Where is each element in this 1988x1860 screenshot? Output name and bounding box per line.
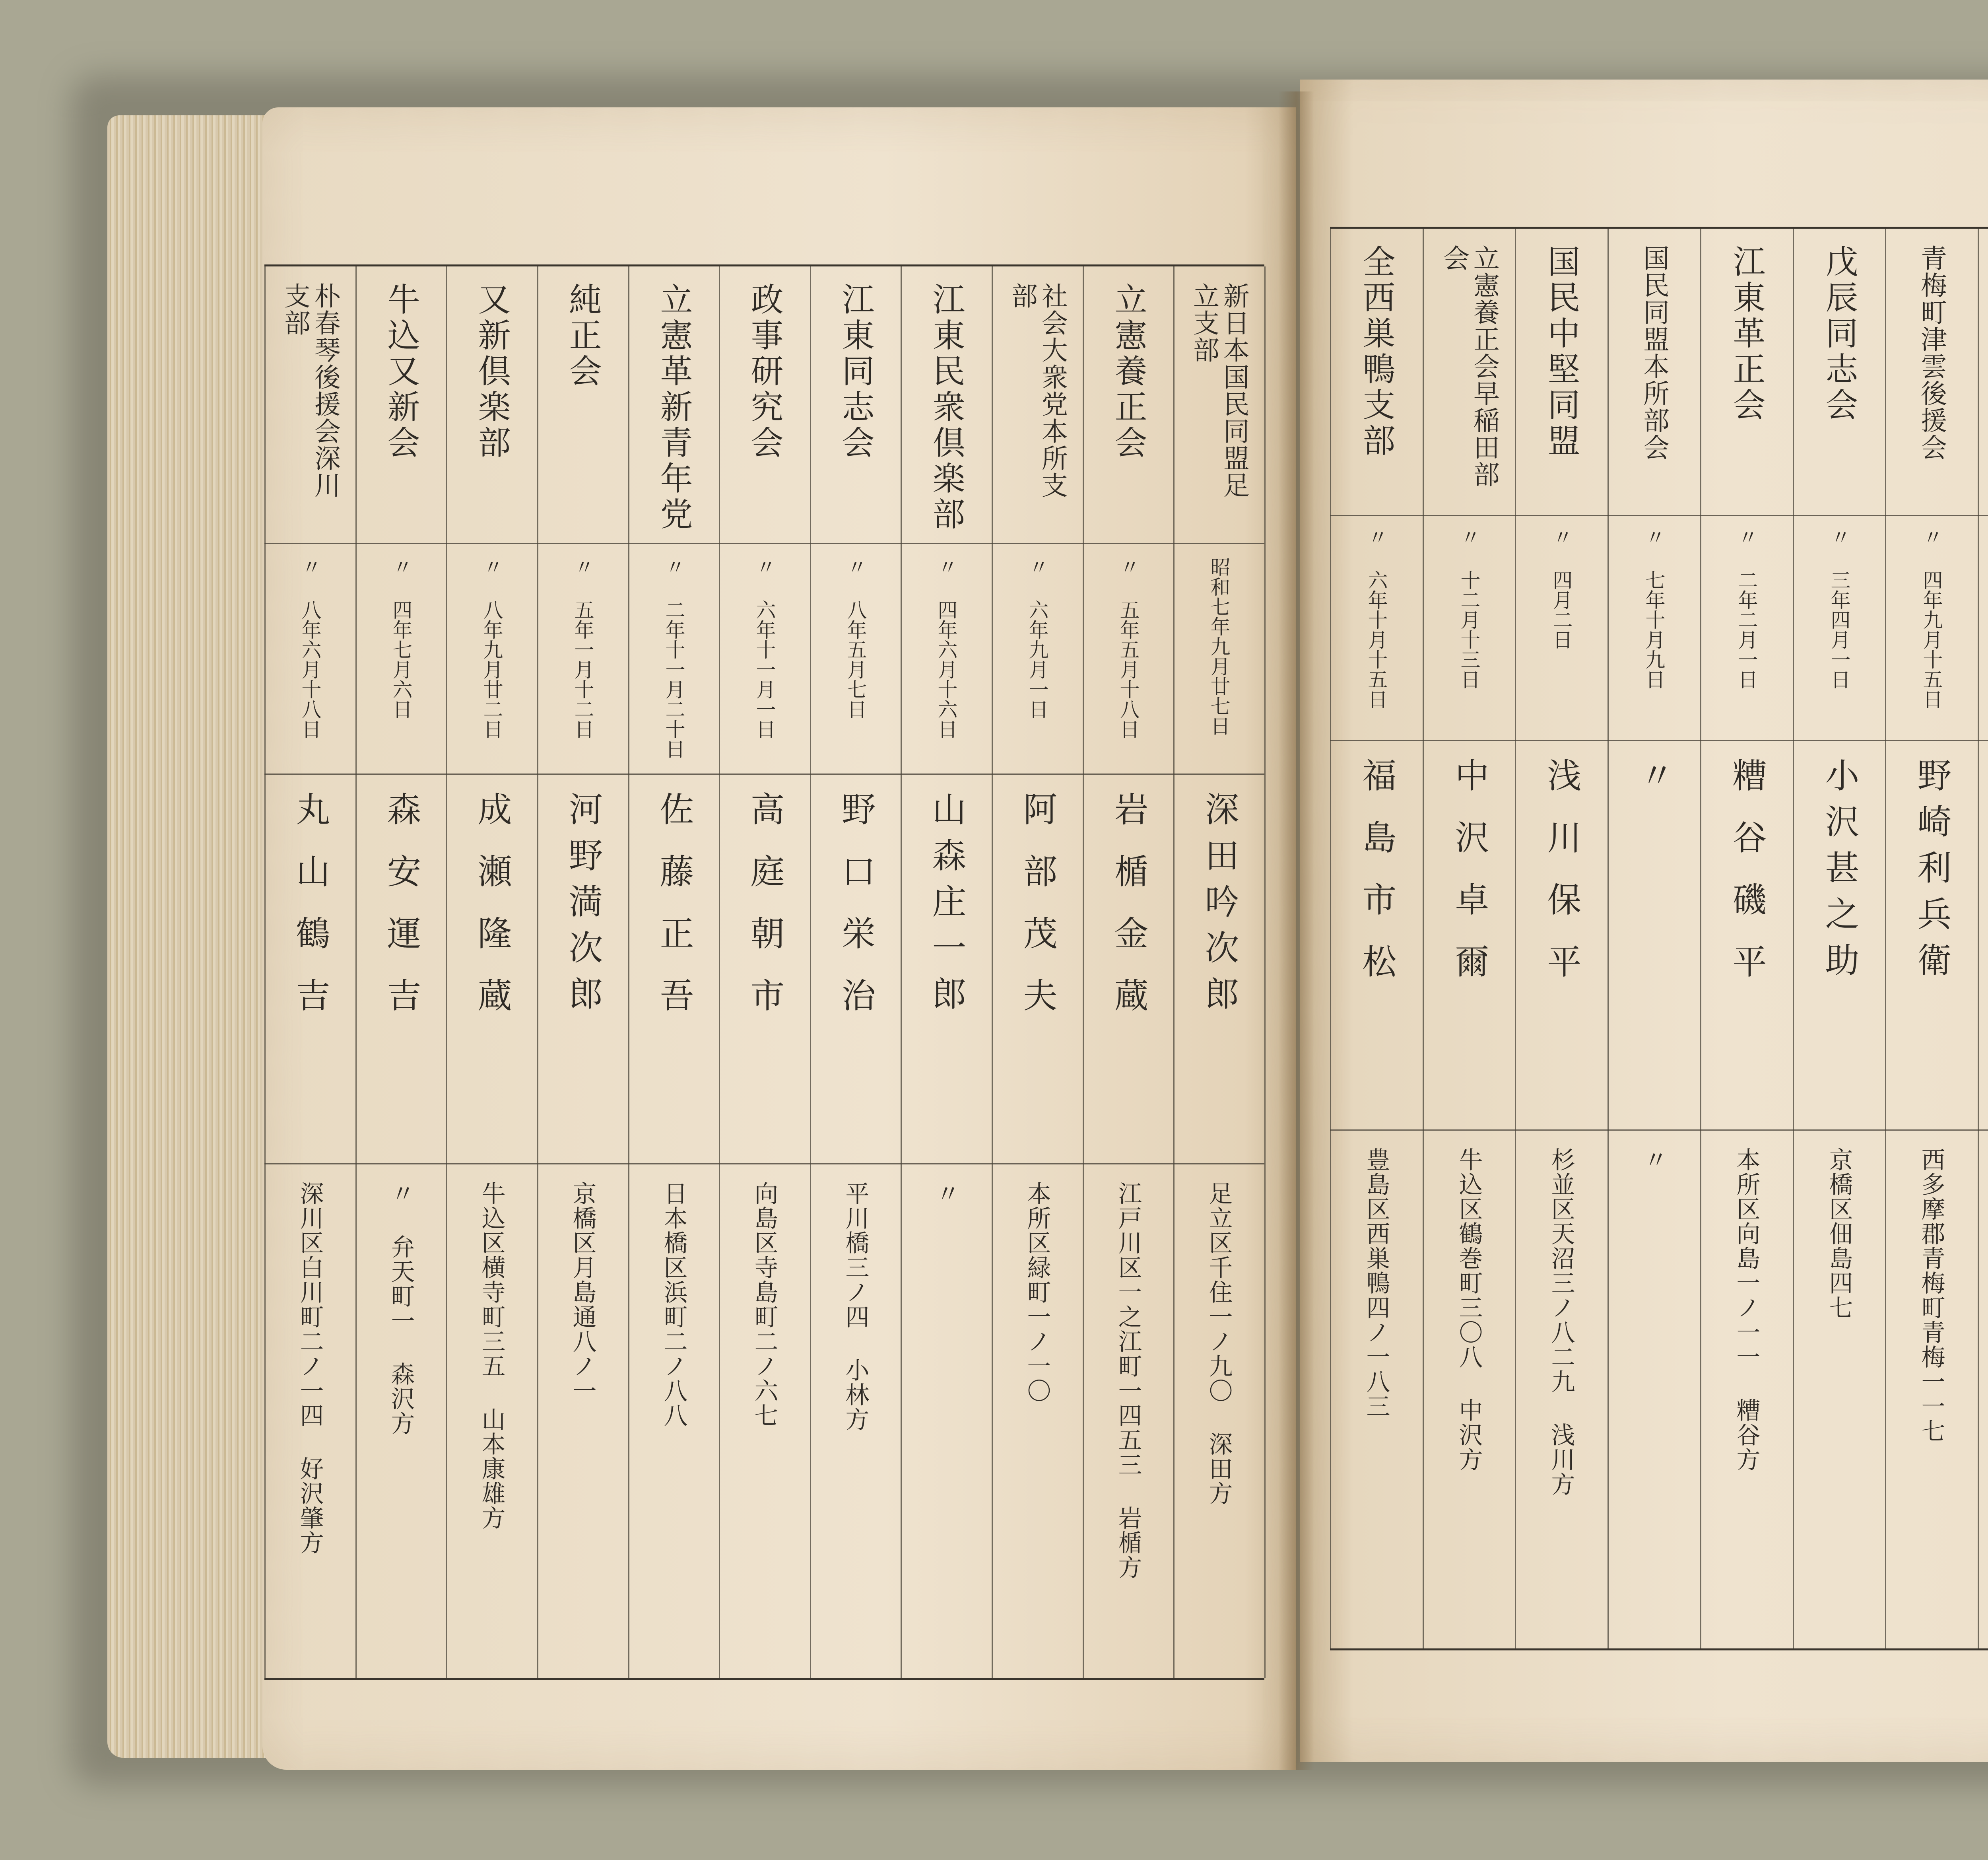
organization-name: 江東革正会	[1723, 245, 1770, 513]
founding-date: 〃 五年一月十二日	[569, 557, 597, 772]
office-address: 本所区緑町一ノ一〇	[1020, 1181, 1054, 1666]
representative-name: 浅川保平	[1537, 758, 1586, 1127]
representative-name: 深田吟次郎	[1194, 791, 1244, 1161]
founding-date: 〃 二年二月一日	[1732, 527, 1761, 738]
organization-name: 国民同盟本所部会	[1639, 245, 1669, 497]
office-address: 平川橋三ノ四 小林方	[839, 1181, 873, 1666]
office-address: 日本橋区浜町二ノ八八	[657, 1181, 691, 1666]
founding-date: 〃 四年六月十六日	[932, 557, 961, 772]
office-address: 西多摩郡青梅町青梅一一七	[1914, 1147, 1949, 1636]
founding-date: 〃 六年十月十五日	[1362, 527, 1391, 738]
organization-name: 江東民衆倶楽部	[923, 282, 969, 541]
founding-date: 〃 二年十一月二十日	[660, 557, 688, 772]
representative-name: 成瀬隆蔵	[467, 791, 516, 1161]
founding-date: 〃 四月二日	[1547, 527, 1576, 738]
organization-name: 立憲養正会	[1105, 282, 1151, 541]
office-address: 京橋区月島通八ノ一	[566, 1181, 600, 1666]
office-address: 豊島区西巣鴨四ノ一八三	[1359, 1147, 1394, 1636]
office-address: 深川区白川町二ノ一四 好沢肇方	[293, 1181, 327, 1666]
organization-name: 戊辰同志会	[1816, 245, 1862, 513]
representative-name: 河野満次郎	[558, 791, 608, 1161]
founding-date: 〃 六年十一月一日	[750, 557, 779, 772]
representative-name: 山森庄一郎	[922, 791, 971, 1161]
founding-date: 〃 四年九月十五日	[1917, 527, 1946, 738]
organization-name: 純正会	[559, 282, 606, 541]
founding-date: 〃 四年七月六日	[387, 557, 415, 772]
representative-name: 福島市松	[1352, 758, 1401, 1127]
founding-date: 〃 八年九月廿二日	[478, 557, 506, 772]
organization-name: 江東同志会	[832, 282, 879, 541]
representative-name: 野口栄治	[831, 791, 880, 1161]
office-address: 〃	[1637, 1147, 1671, 1636]
office-address: 足立区千住一ノ九〇 深田方	[1202, 1181, 1236, 1666]
organization-name: 政事研究会	[741, 282, 788, 541]
representative-name: 〃	[1629, 758, 1679, 1127]
representative-name: 丸山鶴吉	[285, 791, 335, 1161]
office-address: 江戸川区一之江町一四五三 岩楯方	[1111, 1181, 1145, 1666]
founding-date: 〃 六年九月一日	[1023, 557, 1052, 772]
organization-name: 国民中堅同盟	[1538, 245, 1584, 513]
representative-name: 野崎利兵衛	[1907, 758, 1956, 1127]
organization-name: 又新倶楽部	[468, 282, 515, 541]
founding-date: 〃 十二月十三日	[1455, 527, 1483, 738]
representative-name: 岩楯金蔵	[1104, 791, 1153, 1161]
founding-date: 〃 八年六月十八日	[296, 557, 324, 772]
representative-name: 佐藤正吾	[649, 791, 699, 1161]
office-address: 〃 弁天町一 森沢方	[384, 1181, 418, 1666]
representative-name: 中沢卓爾	[1444, 758, 1494, 1127]
organization-name: 立憲養正会早稲田部会	[1439, 245, 1499, 497]
organization-name: 朴春琴後援会深川支部	[280, 282, 340, 525]
organization-name: 新日本国民同盟足立支部	[1189, 282, 1249, 525]
organization-name: 牛込又新会	[378, 282, 424, 541]
office-address: 杉並区天沼三ノ八二九 浅川方	[1544, 1147, 1578, 1636]
representative-name: 阿部茂夫	[1013, 791, 1062, 1161]
founding-date: 〃 五年五月十八日	[1114, 557, 1143, 772]
founding-date: 昭和七年九月廿七日	[1205, 557, 1233, 772]
office-address: 〃	[929, 1181, 963, 1666]
organization-name: 社会大衆党本所支部	[1007, 282, 1068, 525]
founding-date: 〃 七年十月九日	[1640, 527, 1668, 738]
organization-name: 全西巣鴨支部	[1353, 245, 1400, 513]
founding-date: 〃 八年五月七日	[841, 557, 870, 772]
representative-name: 高庭朝市	[740, 791, 789, 1161]
office-address: 牛込区鶴巻町三〇八 中沢方	[1452, 1147, 1486, 1636]
representative-name: 小沢甚之助	[1815, 758, 1864, 1127]
organization-name: 立憲革新青年党	[650, 282, 697, 541]
office-address: 京橋区佃島四七	[1822, 1147, 1856, 1636]
office-address: 牛込区横寺町三五 山本康雄方	[475, 1181, 509, 1666]
representative-name: 糟谷磯平	[1722, 758, 1771, 1127]
organization-name: 青梅町津雲後援会	[1916, 245, 1947, 497]
office-address: 向島区寺島町二ノ六七	[747, 1181, 782, 1666]
founding-date: 〃 三年四月一日	[1825, 527, 1854, 738]
office-address: 本所区向島一ノ一一 糟谷方	[1730, 1147, 1764, 1636]
representative-name: 森安運吉	[377, 791, 426, 1161]
